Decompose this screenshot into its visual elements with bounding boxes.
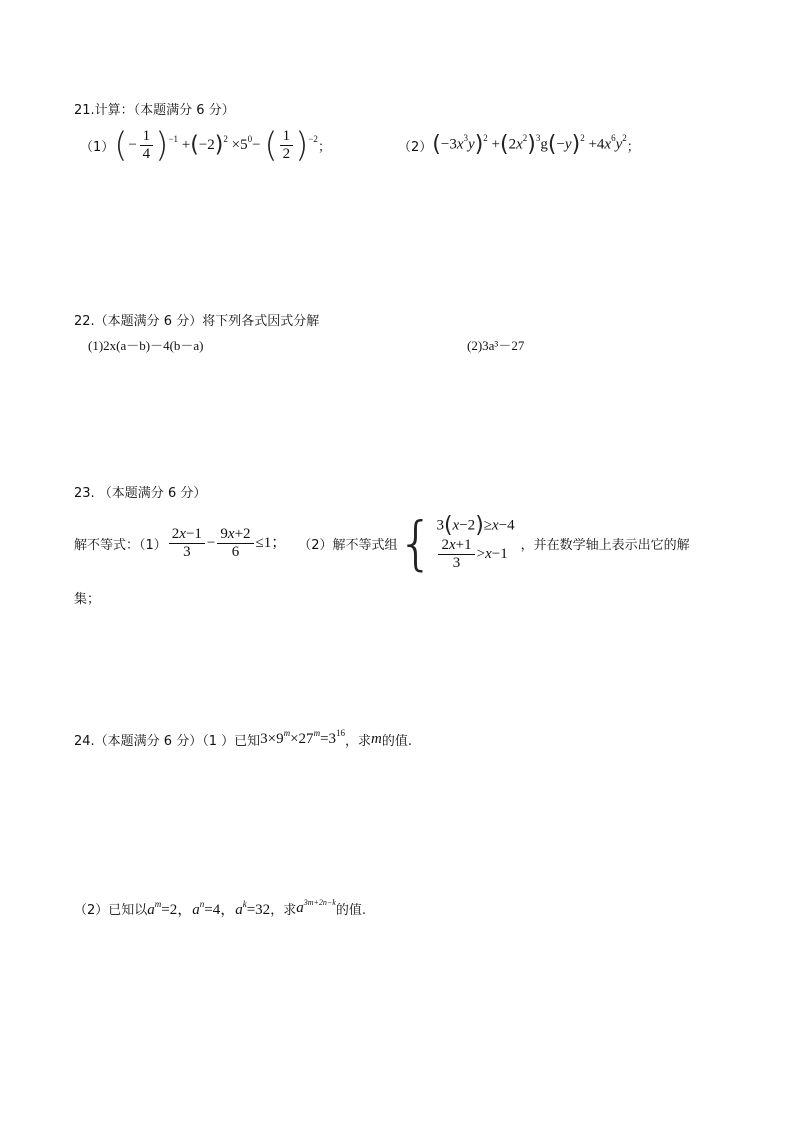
- q23-tail2: 集；: [74, 592, 101, 607]
- q24-part2: [74, 898, 366, 919]
- q24-part2-expression: $a^m=2$，$a^n=4$，$a^k=32$: [147, 899, 271, 918]
- q21-part2-semicolon: ；: [626, 139, 640, 155]
- q23-tail: ，并在数学轴上表示出它的解: [520, 537, 690, 553]
- q22-item2: (2)3a³－27: [467, 338, 525, 353]
- q21-part2: [398, 134, 640, 156]
- q23-intro: 解不等式：（1）: [74, 537, 167, 553]
- q24-part1-expression: $3\times 9^m\times 27^m=3^{16}$: [260, 728, 346, 747]
- q22-heading: 22.（本题满分 6 分）将下列各式因式分解: [74, 314, 320, 329]
- q24-ask2: ，求: [270, 903, 297, 918]
- q24-ask1: ，求: [345, 734, 372, 749]
- q23-line: [74, 509, 690, 577]
- q21-part1: [80, 125, 331, 166]
- q24-ask2-end: 的值.: [335, 903, 366, 918]
- q23-system-line1: 3(x−2)≥x−4: [436, 512, 515, 538]
- q21-part1-semicolon: ；: [317, 140, 331, 155]
- q24-ask1-end: 的值.: [381, 734, 413, 749]
- q23-part1-expression: $\frac{2x-1}{3}$ − $\frac{9x+2}{6}$ ≤1；: [167, 526, 286, 561]
- q23-system-line2: $\frac{2x+1}{3}$ >x−1: [436, 537, 514, 572]
- q21-part1-label: （1）: [80, 140, 115, 155]
- q21-part1-expression: (− $\frac{1}{4}$ )$^{-1} +(-2)^2 \times 5^0-$ ( $\frac{1}{2}$ )$^{-2}$: [114, 125, 318, 166]
- q24-part2-intro: （2）已知以: [74, 903, 148, 918]
- q21-part2-expression: $(-3x^3y)^2 +(2x^2)^3g(-y)^2 +4x^6y^2$: [432, 132, 627, 157]
- q21-heading: 21.计算：（本题满分 6 分）: [74, 103, 235, 118]
- q23-heading: 23. （本题满分 6 分）: [74, 486, 207, 501]
- q24-ask1-var: m: [371, 731, 382, 747]
- q24-part1: [74, 730, 412, 749]
- q21-part2-label: （2）: [398, 139, 433, 155]
- q23-part2-text: （2）解不等式组: [298, 537, 398, 553]
- q24-heading: 24.（本题满分 6 分）（1 ）已知: [74, 734, 261, 749]
- q22-item1: (1)2x(a－b)－4(b－a): [88, 338, 204, 353]
- q23-system-brace: {: [397, 509, 435, 577]
- q24-part2-target: $a^{3m+2n-k}$: [296, 898, 336, 916]
- q23-system: [436, 512, 515, 572]
